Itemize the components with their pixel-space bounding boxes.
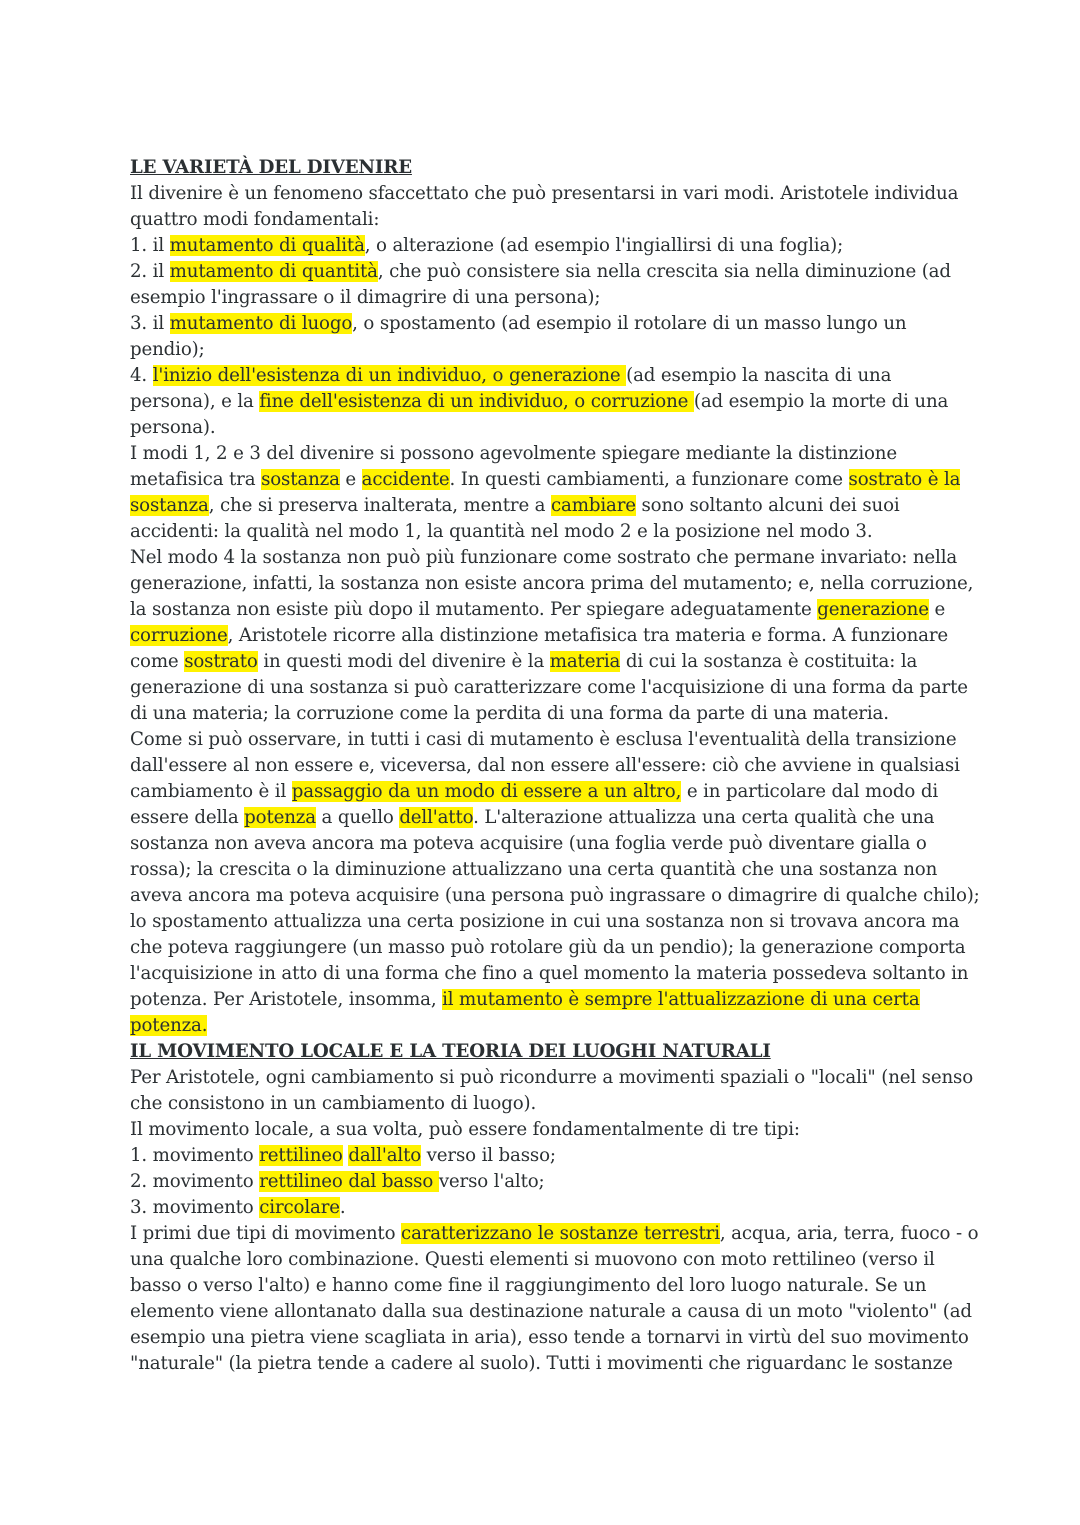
text-line xyxy=(130,181,960,207)
text-line xyxy=(130,1195,960,1221)
text-segment: Il movimento locale, a sua volta, può essere fondamentalmente di tre tipi: xyxy=(130,1119,800,1140)
text-line xyxy=(130,545,960,571)
text-line xyxy=(130,467,960,493)
text-segment: , che si preserva inalterata, mentre a xyxy=(208,495,552,516)
heading-text: LE VARIETÀ DEL DIVENIRE xyxy=(130,157,412,178)
text-line xyxy=(130,1169,960,1195)
highlighted-text: dall'alto xyxy=(348,1145,422,1166)
text-segment: lo spostamento attualizza una certa posizione in cui una sostanza non si trovava ancora ma xyxy=(130,911,960,932)
text-segment: che consistono in un cambiamento di luogo). xyxy=(130,1093,537,1114)
text-segment: dall'essere al non essere e, viceversa, dal non essere all'essere: ciò che avviene in qualsiasi xyxy=(130,755,960,776)
section-heading xyxy=(130,155,960,181)
text-segment: . In questi cambiamenti, a funzionare come xyxy=(449,469,849,490)
text-segment: quattro modi fondamentali: xyxy=(130,209,380,230)
text-segment: Nel modo 4 la sostanza non può più funzionare come sostrato che permane invariato: nella xyxy=(130,547,958,568)
text-segment: persona). xyxy=(130,417,216,438)
text-segment: metafisica tra xyxy=(130,469,262,490)
text-segment: che poteva raggiungere (un masso può rotolare giù da un pendio); la generazione comporta xyxy=(130,937,966,958)
text-segment: , Aristotele ricorre alla distinzione metafisica tra materia e forma. A funzionare xyxy=(227,625,949,646)
highlighted-text: fine dell'esistenza di un individuo, o corruzione xyxy=(259,391,694,412)
highlighted-text: potenza. xyxy=(130,1015,208,1036)
text-segment: potenza. Per Aristotele, insomma, xyxy=(130,989,443,1010)
text-line xyxy=(130,1013,960,1039)
text-line xyxy=(130,753,960,779)
text-segment: 2. movimento xyxy=(130,1171,260,1192)
text-line xyxy=(130,1065,974,1091)
document-page xyxy=(130,155,980,1377)
text-line xyxy=(130,311,960,337)
text-line xyxy=(130,961,969,987)
text-segment: , o spostamento (ad esempio il rotolare di un masso lungo un xyxy=(352,313,907,334)
highlighted-text: cambiare xyxy=(551,495,636,516)
text-line xyxy=(130,909,960,935)
text-line xyxy=(130,805,960,831)
text-line xyxy=(130,701,960,727)
highlighted-text: caratterizzano le sostanze terrestri xyxy=(401,1223,720,1244)
text-segment: , acqua, aria, terra, fuoco - o xyxy=(719,1223,979,1244)
text-line xyxy=(130,233,960,259)
highlighted-text: l'inizio dell'esistenza di un individuo, o generazione xyxy=(152,365,627,386)
text-line xyxy=(130,415,960,441)
text-line xyxy=(130,1273,960,1299)
text-line xyxy=(130,623,960,649)
text-segment: e xyxy=(928,599,946,620)
text-line xyxy=(130,363,960,389)
text-segment: una qualche loro combinazione. Questi elementi si muovono con moto rettilineo (verso il xyxy=(130,1249,935,1270)
text-segment: come xyxy=(130,651,185,672)
text-segment: I primi due tipi di movimento xyxy=(130,1223,402,1244)
text-segment: di una materia; la corruzione come la perdita di una forma da parte di una materia. xyxy=(130,703,889,724)
section-heading xyxy=(130,1039,960,1065)
text-line xyxy=(130,285,960,311)
text-segment: (ad esempio la morte di una xyxy=(693,391,949,412)
text-segment: Come si può osservare, in tutti i casi di mutamento è esclusa l'eventualità della transizione xyxy=(130,729,957,750)
text-segment: sostanza non aveva ancora ma poteva acquisire (una foglia verde può diventare gialla o xyxy=(130,833,927,854)
highlighted-text: circolare xyxy=(259,1197,340,1218)
text-segment: elemento viene allontanato dalla sua destinazione naturale a causa di un moto "violento" (ad xyxy=(130,1301,972,1322)
text-segment: verso l'alto; xyxy=(438,1171,545,1192)
text-line xyxy=(130,571,974,597)
highlighted-text: generazione xyxy=(817,599,929,620)
highlighted-text: rettilineo dal basso xyxy=(259,1171,439,1192)
text-segment: verso il basso; xyxy=(421,1145,556,1166)
text-segment: basso o verso l'alto) e hanno come fine il raggiungimento del loro luogo naturale. Se un xyxy=(130,1275,927,1296)
text-segment: generazione, infatti, la sostanza non esiste ancora prima del mutamento; e, nella corruzione, xyxy=(130,573,974,594)
text-segment: generazione di una sostanza si può caratterizzare come l'acquisizione di una forma da parte xyxy=(130,677,968,698)
text-line xyxy=(130,987,960,1013)
highlighted-text: sostanza xyxy=(130,495,209,516)
text-segment: rossa); la crescita o la diminuzione attualizzano una certa quantità che una sostanza non xyxy=(130,859,938,880)
text-segment: di cui la sostanza è costituita: la xyxy=(620,651,918,672)
text-line xyxy=(130,1299,972,1325)
text-line xyxy=(130,389,960,415)
text-line xyxy=(130,831,960,857)
highlighted-text: rettilineo xyxy=(259,1145,343,1166)
text-segment: , o alterazione (ad esempio l'ingiallirsi di una foglia); xyxy=(364,235,844,256)
highlighted-text: mutamento di luogo xyxy=(169,313,353,334)
highlighted-text: passaggio da un modo di essere a un altro, xyxy=(291,781,682,802)
text-segment: (ad esempio la nascita di una xyxy=(626,365,892,386)
text-segment: a quello xyxy=(315,807,400,828)
text-segment: esempio una pietra viene scagliata in aria), esso tende a tornarvi in virtù del suo movimento xyxy=(130,1327,969,1348)
highlighted-text: potenza xyxy=(244,807,316,828)
text-line xyxy=(130,935,966,961)
text-segment: 1. movimento xyxy=(130,1145,260,1166)
text-segment: cambiamento è il xyxy=(130,781,292,802)
text-line xyxy=(130,883,980,909)
text-segment: e xyxy=(339,469,362,490)
text-line xyxy=(130,441,960,467)
highlighted-text: sostrato xyxy=(184,651,258,672)
text-line xyxy=(130,1247,960,1273)
text-segment: e in particolare dal modo di xyxy=(681,781,938,802)
text-segment: , che può consistere sia nella crescita sia nella diminuzione (ad xyxy=(377,261,951,282)
text-segment: pendio); xyxy=(130,339,205,360)
text-segment: I modi 1, 2 e 3 del divenire si possono agevolmente spiegare mediante la distinzione xyxy=(130,443,897,464)
highlighted-text: mutamento di qualità xyxy=(169,235,365,256)
text-segment: essere della xyxy=(130,807,245,828)
text-line xyxy=(130,259,960,285)
text-line xyxy=(130,597,960,623)
highlighted-text: sostrato è la xyxy=(848,469,961,490)
text-line xyxy=(130,1221,979,1247)
text-line xyxy=(130,649,960,675)
text-segment: persona), e la xyxy=(130,391,260,412)
text-line xyxy=(130,1351,960,1377)
text-segment: . xyxy=(339,1197,346,1218)
text-segment: 4. xyxy=(130,365,153,386)
text-segment: l'acquisizione in atto di una forma che fino a quel momento la materia possedeva soltanto in xyxy=(130,963,969,984)
text-segment: . L'alterazione attualizza una certa qualità che una xyxy=(473,807,935,828)
text-segment: Per Aristotele, ogni cambiamento si può ricondurre a movimenti spaziali o "locali" (nel senso xyxy=(130,1067,974,1088)
highlighted-text: mutamento di quantità xyxy=(169,261,378,282)
text-segment: 2. il xyxy=(130,261,170,282)
text-line xyxy=(130,675,968,701)
text-segment: 3. movimento xyxy=(130,1197,260,1218)
text-segment: esempio l'ingrassare o il dimagrire di una persona); xyxy=(130,287,601,308)
highlighted-text: accidente xyxy=(361,469,450,490)
text-segment: 3. il xyxy=(130,313,170,334)
highlighted-text: dell'atto xyxy=(399,807,474,828)
text-line xyxy=(130,337,960,363)
heading-text: IL MOVIMENTO LOCALE E LA TEORIA DEI LUOGHI NATURALI xyxy=(130,1041,771,1062)
text-line xyxy=(130,1117,960,1143)
text-line xyxy=(130,727,960,753)
text-line xyxy=(130,779,960,805)
highlighted-text: materia xyxy=(549,651,621,672)
text-line xyxy=(130,1143,960,1169)
text-segment: aveva ancora ma poteva acquisire (una persona può ingrassare o dimagrire di qualche chilo); xyxy=(130,885,980,906)
text-segment: 1. il xyxy=(130,235,170,256)
text-segment: la sostanza non esiste più dopo il mutamento. Per spiegare adeguatamente xyxy=(130,599,818,620)
text-segment: sono soltanto alcuni dei suoi xyxy=(635,495,900,516)
text-segment: accidenti: la qualità nel modo 1, la quantità nel modo 2 e la posizione nel modo 3. xyxy=(130,521,873,542)
text-line xyxy=(130,493,960,519)
text-line xyxy=(130,519,960,545)
highlighted-text: corruzione xyxy=(130,625,228,646)
text-line xyxy=(130,857,960,883)
text-segment: in questi modi del divenire è la xyxy=(257,651,550,672)
text-segment: "naturale" (la pietra tende a cadere al suolo). Tutti i movimenti che riguardanc le sostanze xyxy=(130,1353,953,1374)
highlighted-text: sostanza xyxy=(261,469,340,490)
text-line xyxy=(130,1091,960,1117)
text-line xyxy=(130,1325,969,1351)
text-segment: Il divenire è un fenomeno sfaccettato che può presentarsi in vari modi. Aristotele individua xyxy=(130,183,959,204)
highlighted-text: il mutamento è sempre l'attualizzazione di una certa xyxy=(442,989,920,1010)
text-line xyxy=(130,207,960,233)
